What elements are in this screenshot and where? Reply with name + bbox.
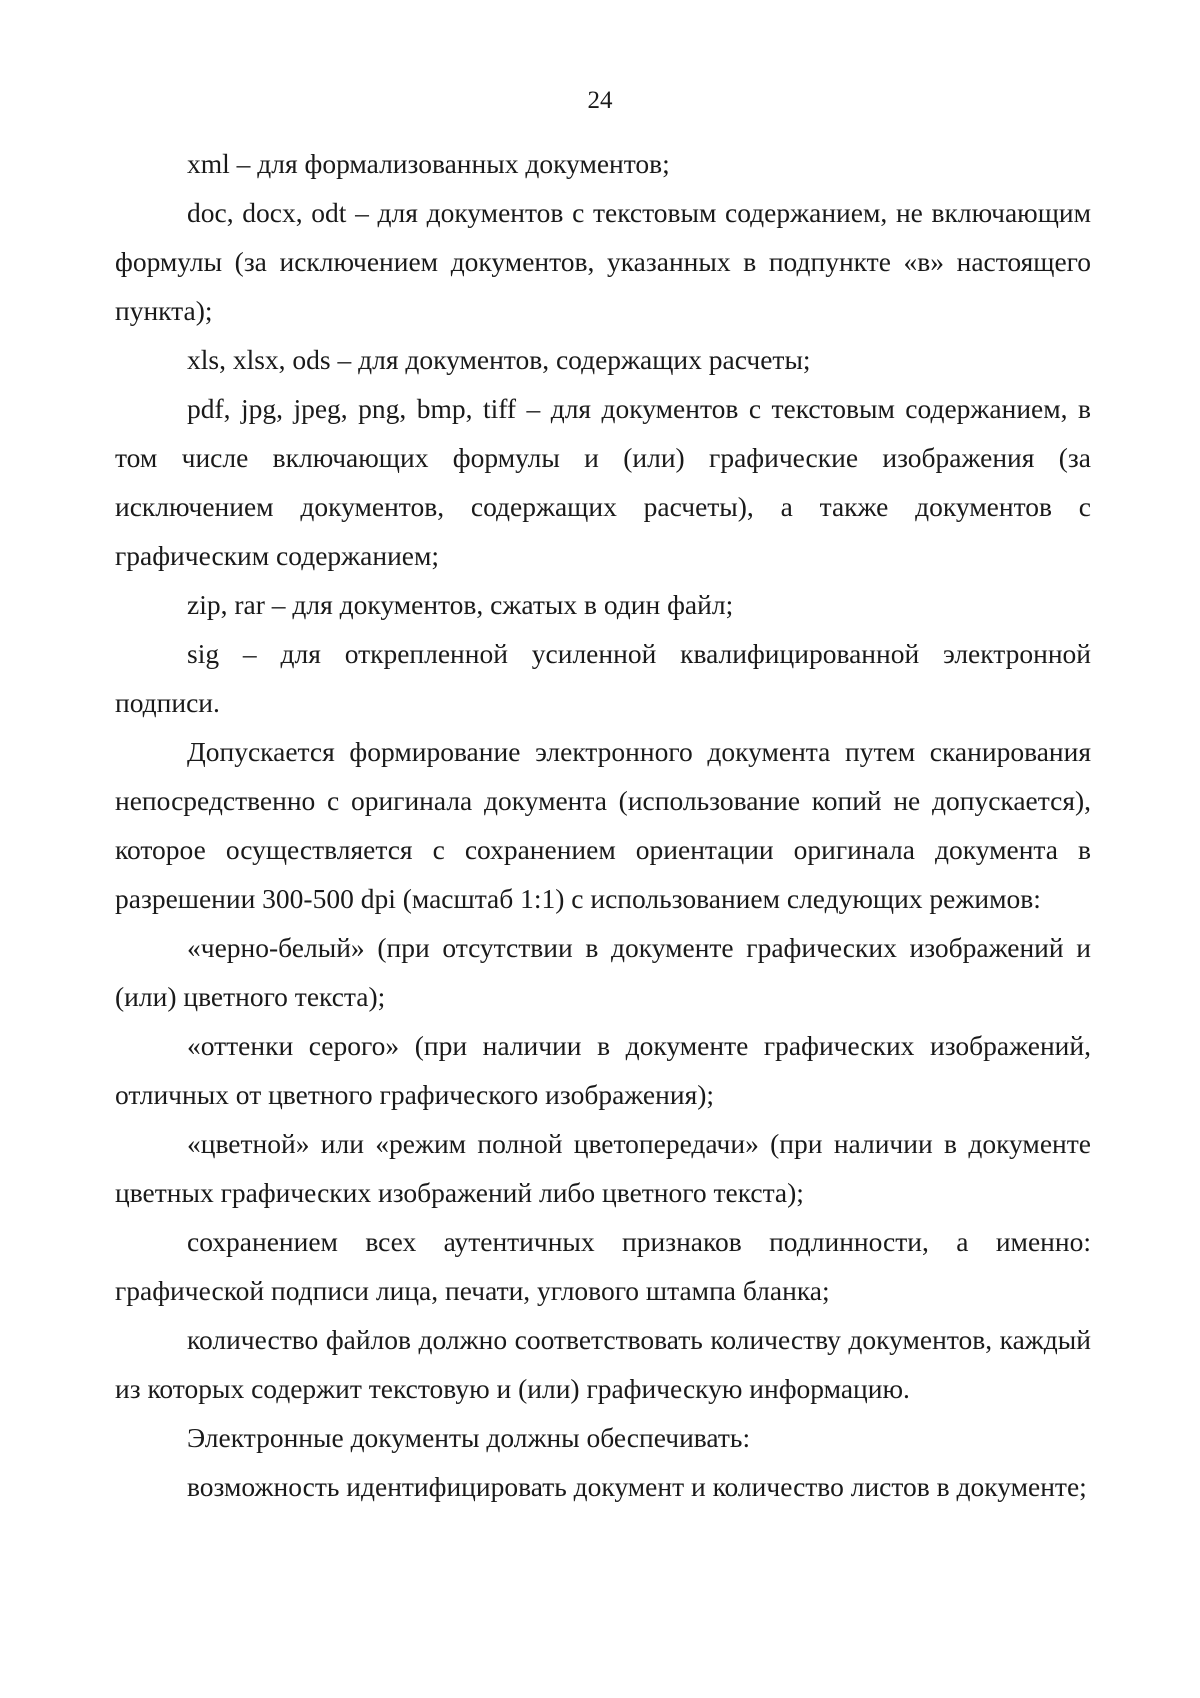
paragraph-xls-formats: xls, xlsx, ods – для документов, содержащих расчеты; <box>187 344 811 375</box>
paragraph-identification: возможность идентифицировать документ и количество листов в документе; <box>187 1471 1087 1502</box>
paragraph-requirements-intro: Электронные документы должны обеспечивать: <box>187 1422 751 1453</box>
paragraph-archive-formats: zip, rar – для документов, сжатых в один файл; <box>187 589 734 620</box>
paragraph-xml-format: xml – для формализованных документов; <box>187 148 670 179</box>
paragraph-doc-formats: doc, docx, odt – для документов с текстовым содержанием, не включающим формулы (за исключением документов, указанных в подпункте «в» настоящего пункта); <box>115 197 1091 326</box>
paragraph-scanning-rules: Допускается формирование электронного документа путем сканирования непосредственно с оригинала документа (использование копий не допускается), которое осуществляется с сохранением ориентации оригинала документа в разрешении 300-500 dpi (масштаб 1:1) с использованием следующих режимов: <box>115 736 1091 914</box>
document-body <box>115 139 1091 1511</box>
paragraph-grayscale-mode: «оттенки серого» (при наличии в документе графических изображений, отличных от цветного графического изображения); <box>115 1030 1091 1110</box>
paragraph-color-mode: «цветной» или «режим полной цветопередачи» (при наличии в документе цветных графических изображений либо цветного текста); <box>115 1128 1091 1208</box>
paragraph-file-count: количество файлов должно соответствовать количеству документов, каждый из которых содержит текстовую и (или) графическую информацию. <box>115 1324 1091 1404</box>
paragraph-pdf-image-formats: pdf, jpg, jpeg, png, bmp, tiff – для документов с текстовым содержанием, в том числе включающих формулы и (или) графические изображения (за исключением документов, содержащих расчеты), а также документов с графическим содержанием; <box>115 393 1091 571</box>
page-number: 24 <box>587 87 613 114</box>
paragraph-signature-format: sig – для открепленной усиленной квалифицированной электронной подписи. <box>115 638 1091 718</box>
paragraph-authenticity: сохранением всех аутентичных признаков подлинности, а именно: графической подписи лица, печати, углового штампа бланка; <box>115 1226 1091 1306</box>
paragraph-bw-mode: «черно-белый» (при отсутствии в документе графических изображений и (или) цветного текста); <box>115 932 1091 1012</box>
